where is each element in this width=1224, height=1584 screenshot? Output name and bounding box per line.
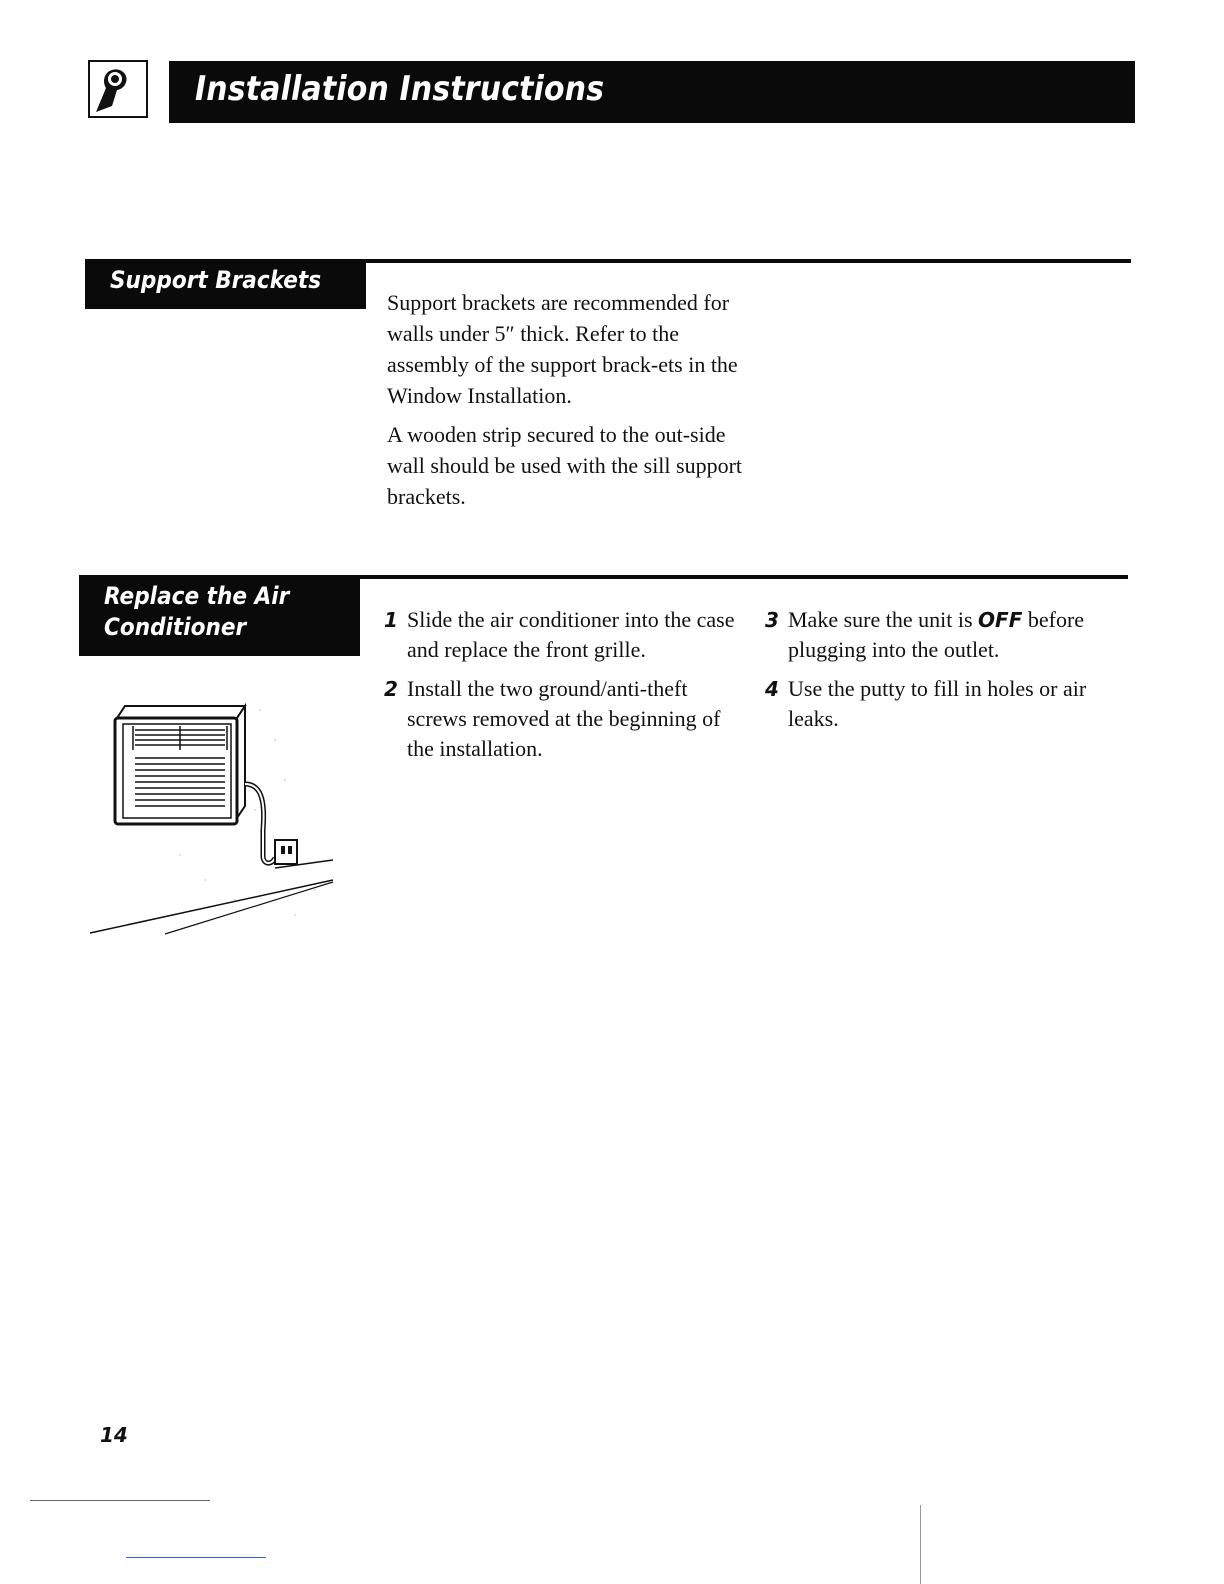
step-text-part: before plugging into the outlet. bbox=[788, 607, 1085, 662]
off-emphasis: OFF bbox=[978, 608, 1023, 632]
section-heading-text: Replace the Air bbox=[104, 582, 290, 610]
wrench-icon bbox=[88, 60, 148, 118]
divider bbox=[126, 1557, 266, 1558]
step-number: 2 bbox=[384, 677, 398, 701]
step-text: Slide the air conditioner into the case and replace the front grille. bbox=[407, 607, 735, 662]
step-text: Install the two ground/anti-theft screws removed at the beginning of the installation. bbox=[407, 676, 721, 761]
support-brackets-text bbox=[387, 287, 757, 520]
header-bar bbox=[169, 61, 1135, 123]
section-rule bbox=[360, 575, 1128, 579]
steps-column-2 bbox=[765, 605, 1135, 743]
steps-column-1 bbox=[384, 605, 736, 773]
list-item bbox=[765, 605, 1135, 665]
list-item bbox=[384, 674, 736, 764]
list-item bbox=[765, 674, 1135, 734]
page-title: Installation Instructions bbox=[195, 69, 605, 109]
section-heading-support-brackets bbox=[85, 259, 366, 309]
page-number: 14 bbox=[100, 1423, 128, 1447]
divider bbox=[920, 1505, 921, 1584]
step-number: 1 bbox=[384, 608, 398, 632]
step-number: 4 bbox=[765, 677, 779, 701]
step-text-part: Make sure the unit is bbox=[788, 607, 979, 632]
paragraph: A wooden strip secured to the out-side wall should be used with the sill support brackets. bbox=[387, 422, 743, 509]
section-heading-text: Conditioner bbox=[104, 613, 247, 641]
list-item bbox=[384, 605, 736, 665]
section-rule bbox=[365, 259, 1131, 263]
divider bbox=[30, 1500, 210, 1501]
step-text: Use the putty to fill in holes or air leaks. bbox=[788, 676, 1087, 731]
air-conditioner-illustration bbox=[85, 680, 345, 940]
step-text bbox=[788, 605, 1135, 665]
paragraph: Support brackets are recommended for walls under 5″ thick. Refer to the assembly of the support brack-ets in the Window Installation. bbox=[387, 290, 738, 408]
section-heading-text: Support Brackets bbox=[110, 266, 322, 294]
step-number: 3 bbox=[765, 608, 779, 632]
section-heading-replace bbox=[79, 575, 360, 656]
